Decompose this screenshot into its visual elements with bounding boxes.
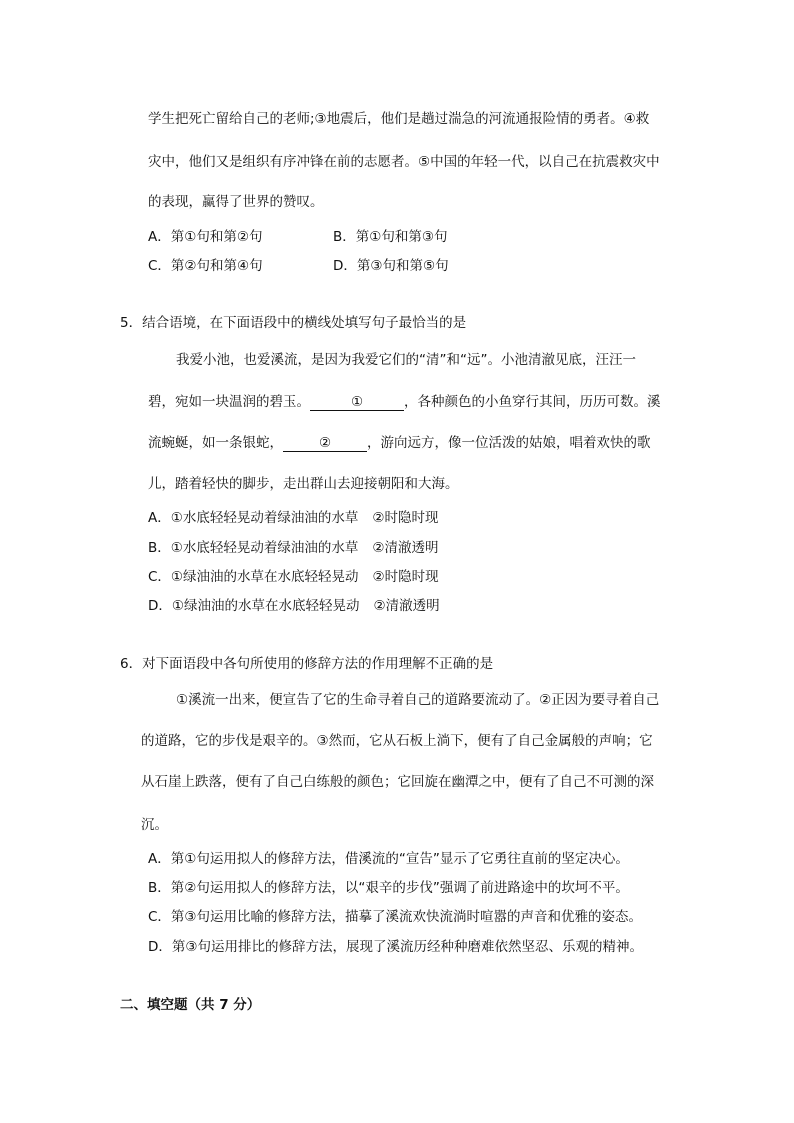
q5-option-a-part2: ②时隐时现 bbox=[372, 510, 439, 526]
q4-option-d: D．第③句和第⑤句 bbox=[333, 258, 449, 274]
q6-passage-line-3: 从石崖上跌落，便有了自己白练般的颜色；它回旋在幽潭之中，便有了自己不可测的深 bbox=[141, 774, 654, 790]
q5-passage-line-4: 儿，踏着轻快的脚步，走出群山去迎接朝阳和大海。 bbox=[148, 476, 459, 492]
q6-passage-line-2: 的道路，它的步伐是艰辛的。③然而，它从石板上淌下，便有了自己金属般的声响；它 bbox=[141, 733, 653, 749]
q5-passage-text: 碧，宛如一块温润的碧玉。 bbox=[148, 394, 310, 410]
q5-option-a-part1: A．①水底轻轻晃动着绿油油的水草 bbox=[148, 510, 359, 526]
q4-passage-line-2: 灾中，他们又是组织有序冲锋在前的志愿者。⑤中国的年轻一代，以自己在抗震救灾中 bbox=[148, 154, 660, 170]
q5-option-a bbox=[148, 508, 438, 528]
q6-stem: 6．对下面语段中各句所使用的修辞方法的作用理解不正确的是 bbox=[120, 656, 494, 672]
q4-passage-line-3: 的表现，赢得了世界的赞叹。 bbox=[148, 194, 324, 210]
q5-blank-2: ② bbox=[283, 435, 367, 452]
q6-option-b: B．第②句运用拟人的修辞方法，以“艰辛的步伐”强调了前进路途中的坎坷不平。 bbox=[148, 880, 629, 896]
q4-passage-line-1: 学生把死亡留给自己的老师;③地震后，他们是趟过湍急的河流通报险情的勇者。④救 bbox=[148, 111, 650, 127]
q6-option-a: A．第①句运用拟人的修辞方法，借溪流的“宣告”显示了它勇往直前的坚定决心。 bbox=[148, 851, 629, 867]
q5-option-b-part2: ②清澈透明 bbox=[372, 540, 439, 556]
q5-passage-line-1: 我爱小池，也爱溪流，是因为我爱它们的“清”和“远”。小池清澈见底，汪汪一 bbox=[176, 352, 636, 368]
q4-option-c: C．第②句和第④句 bbox=[148, 258, 263, 274]
q5-passage-line-3 bbox=[148, 433, 651, 453]
q6-passage-line-1: ①溪流一出来，便宣告了它的生命寻着自己的道路要流动了。②正因为要寻着自己 bbox=[176, 692, 660, 708]
q5-option-d bbox=[148, 596, 440, 616]
section-heading: 二、填空题（共 7 分） bbox=[120, 997, 261, 1013]
q4-option-b: B．第①句和第③句 bbox=[333, 229, 448, 245]
q5-passage-line-2 bbox=[148, 392, 661, 412]
q5-option-c-part2: ②时隐时现 bbox=[372, 569, 439, 585]
q6-option-d: D．第③句运用排比的修辞方法，展现了溪流历经种种磨难依然坚忍、乐观的精神。 bbox=[148, 939, 643, 955]
q6-option-c: C．第③句运用比喻的修辞方法，描摹了溪流欢快流淌时喧嚣的声音和优雅的姿态。 bbox=[148, 909, 643, 925]
q5-option-b-part1: B．①水底轻轻晃动着绿油油的水草 bbox=[148, 540, 359, 556]
q5-option-b bbox=[148, 538, 438, 558]
q5-passage-text: ，游向远方，像一位活泼的姑娘，唱着欢快的歌 bbox=[367, 435, 651, 451]
q4-option-a: A．第①句和第②句 bbox=[148, 229, 263, 245]
q5-option-d-part2: ②清澈透明 bbox=[373, 598, 440, 614]
q5-option-c-part1: C．①绿油油的水草在水底轻轻晃动 bbox=[148, 569, 359, 585]
q6-passage-line-4: 沉。 bbox=[141, 817, 168, 833]
q5-blank-1: ① bbox=[310, 394, 404, 411]
q5-passage-text: 流蜿蜒，如一条银蛇， bbox=[148, 435, 283, 451]
q5-option-c bbox=[148, 567, 439, 587]
q5-passage-text: ，各种颜色的小鱼穿行其间，历历可数。溪 bbox=[404, 394, 661, 410]
q5-stem: 5．结合语境，在下面语段中的横线处填写句子最恰当的是 bbox=[120, 315, 467, 331]
q5-option-d-part1: D．①绿油油的水草在水底轻轻晃动 bbox=[148, 598, 360, 614]
